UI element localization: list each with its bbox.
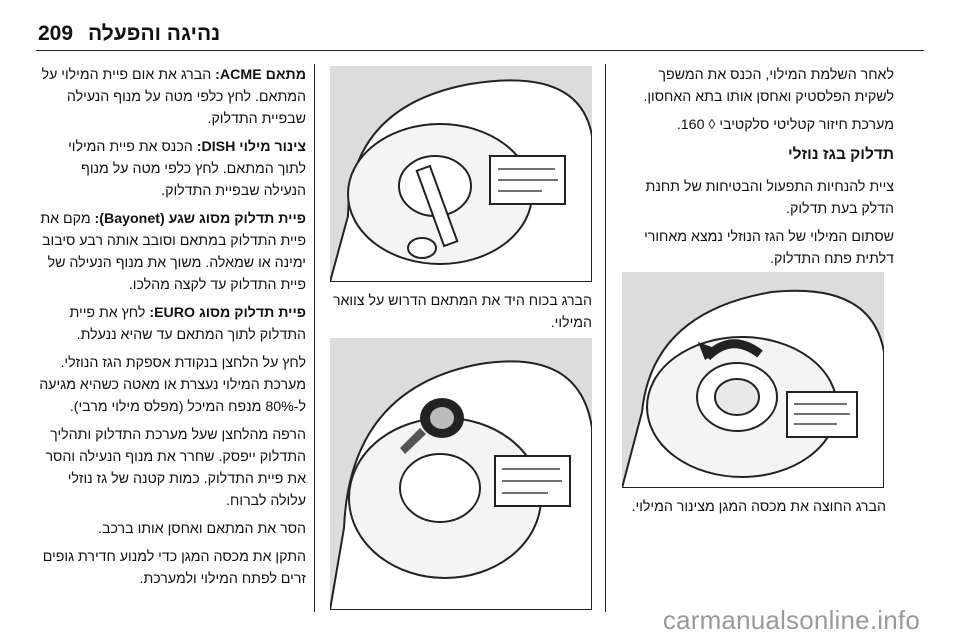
paragraph-refit-cap: התקן את מכסה המגן כדי למנוע חדירת גופים זרים לפתח המילוי ולמערכת.: [42, 549, 306, 587]
paragraph-valve-location: שסתום המילוי של הגז הנוזלי נמצא מאחורי דלתית פתח התדלוק.: [644, 229, 894, 267]
page-number: 209: [38, 22, 74, 45]
illustration-adapter-fitting: [330, 66, 592, 282]
label-acme: מתאם ACME:: [215, 67, 306, 83]
header-rule: [36, 50, 924, 51]
text-euro: לחץ את פיית התדלוק לתוך המתאם עד שהיא ננעלת.: [69, 305, 306, 343]
paragraph-acme: [36, 64, 306, 130]
section-heading-lpg: תדלוק בגז נוזלי: [787, 146, 894, 163]
paragraph-store-funnel: לאחר השלמת המילוי, הכנס את המשפך לשקית הפלסטיק ואחסן אותו בתא האחסון.: [643, 67, 894, 105]
paragraph-remove-adapter: הסר את המתאם ואחסן אותו ברכב.: [98, 521, 306, 537]
illustration-cap-removal: [622, 272, 884, 488]
paragraph-euro: [36, 302, 306, 346]
paragraph-dish: [36, 136, 306, 202]
paragraph-scr-reference: מערכת חיזור קטליטי סלקטיבי ◊ 160.: [676, 117, 894, 133]
column-divider-right: [605, 64, 606, 612]
text-bayonet: מקם את פיית התדלוק במתאם וסובב אותה רבע סיבוב ימינה או שמאלה. משוך את מנוף הנעילה של פיית התדלוק עד לקצה מהלכו.: [40, 211, 306, 293]
caption-adapter-fitting: הברג בכוח היד את המתאם הדרוש על צוואר המילוי.: [332, 293, 592, 331]
adapter-drawing: [330, 66, 592, 282]
filler-cap-drawing: [622, 272, 884, 488]
screwed-adapter-drawing: [330, 338, 592, 610]
left-column: [36, 64, 306, 596]
chapter-title: נהיגה והפעלה: [88, 22, 221, 45]
caption-cap-removal: הברג החוצה את מכסה המגן מצינור המילוי.: [631, 499, 886, 515]
watermark: carmanualsonline.info: [662, 605, 920, 635]
paragraph-press-button: לחץ על הלחצן בנקודת אספקת הגז הנוזלי. מערכת המילוי נעצרת או מאטה כשהיא מגיעה ל-80% מנפח המיכל (מפלס מילוי מרבי).: [39, 355, 306, 415]
text-dish: הכנס את פיית המילוי לתוך המתאם. לחץ כלפי מטה על מנוף הנעילה שבפיית התדלוק.: [68, 139, 306, 199]
text-acme: הברג את אום פיית המילוי על המתאם. לחץ כלפי מטה על מנוף הנעילה שבפיית התדלוק.: [41, 67, 306, 127]
illustration-adapter-screwed: [330, 338, 592, 610]
label-dish: צינור מילוי DISH:: [196, 139, 306, 155]
right-column: [618, 64, 894, 276]
paragraph-release-button: הרפה מהלחצן שעל מערכת התדלוק ותהליך התדלוק ייפסק. שחרר את מנוף הנעילה והסר את פיית התדלוק. כמות קטנה של גז נוזלי עלולה לברוח.: [45, 427, 306, 509]
label-bayonet: פיית תדלוק מסוג שגע (Bayonet):: [94, 211, 306, 227]
label-euro: פיית תדלוק מסוג EURO:: [149, 305, 306, 321]
paragraph-safety: ציית להנחיות התפעול והבטיחות של תחנת הדלק בעת תדלוק.: [645, 179, 894, 217]
page-header: [0, 0, 960, 48]
paragraph-bayonet: [36, 208, 306, 296]
column-divider-left: [314, 64, 315, 612]
